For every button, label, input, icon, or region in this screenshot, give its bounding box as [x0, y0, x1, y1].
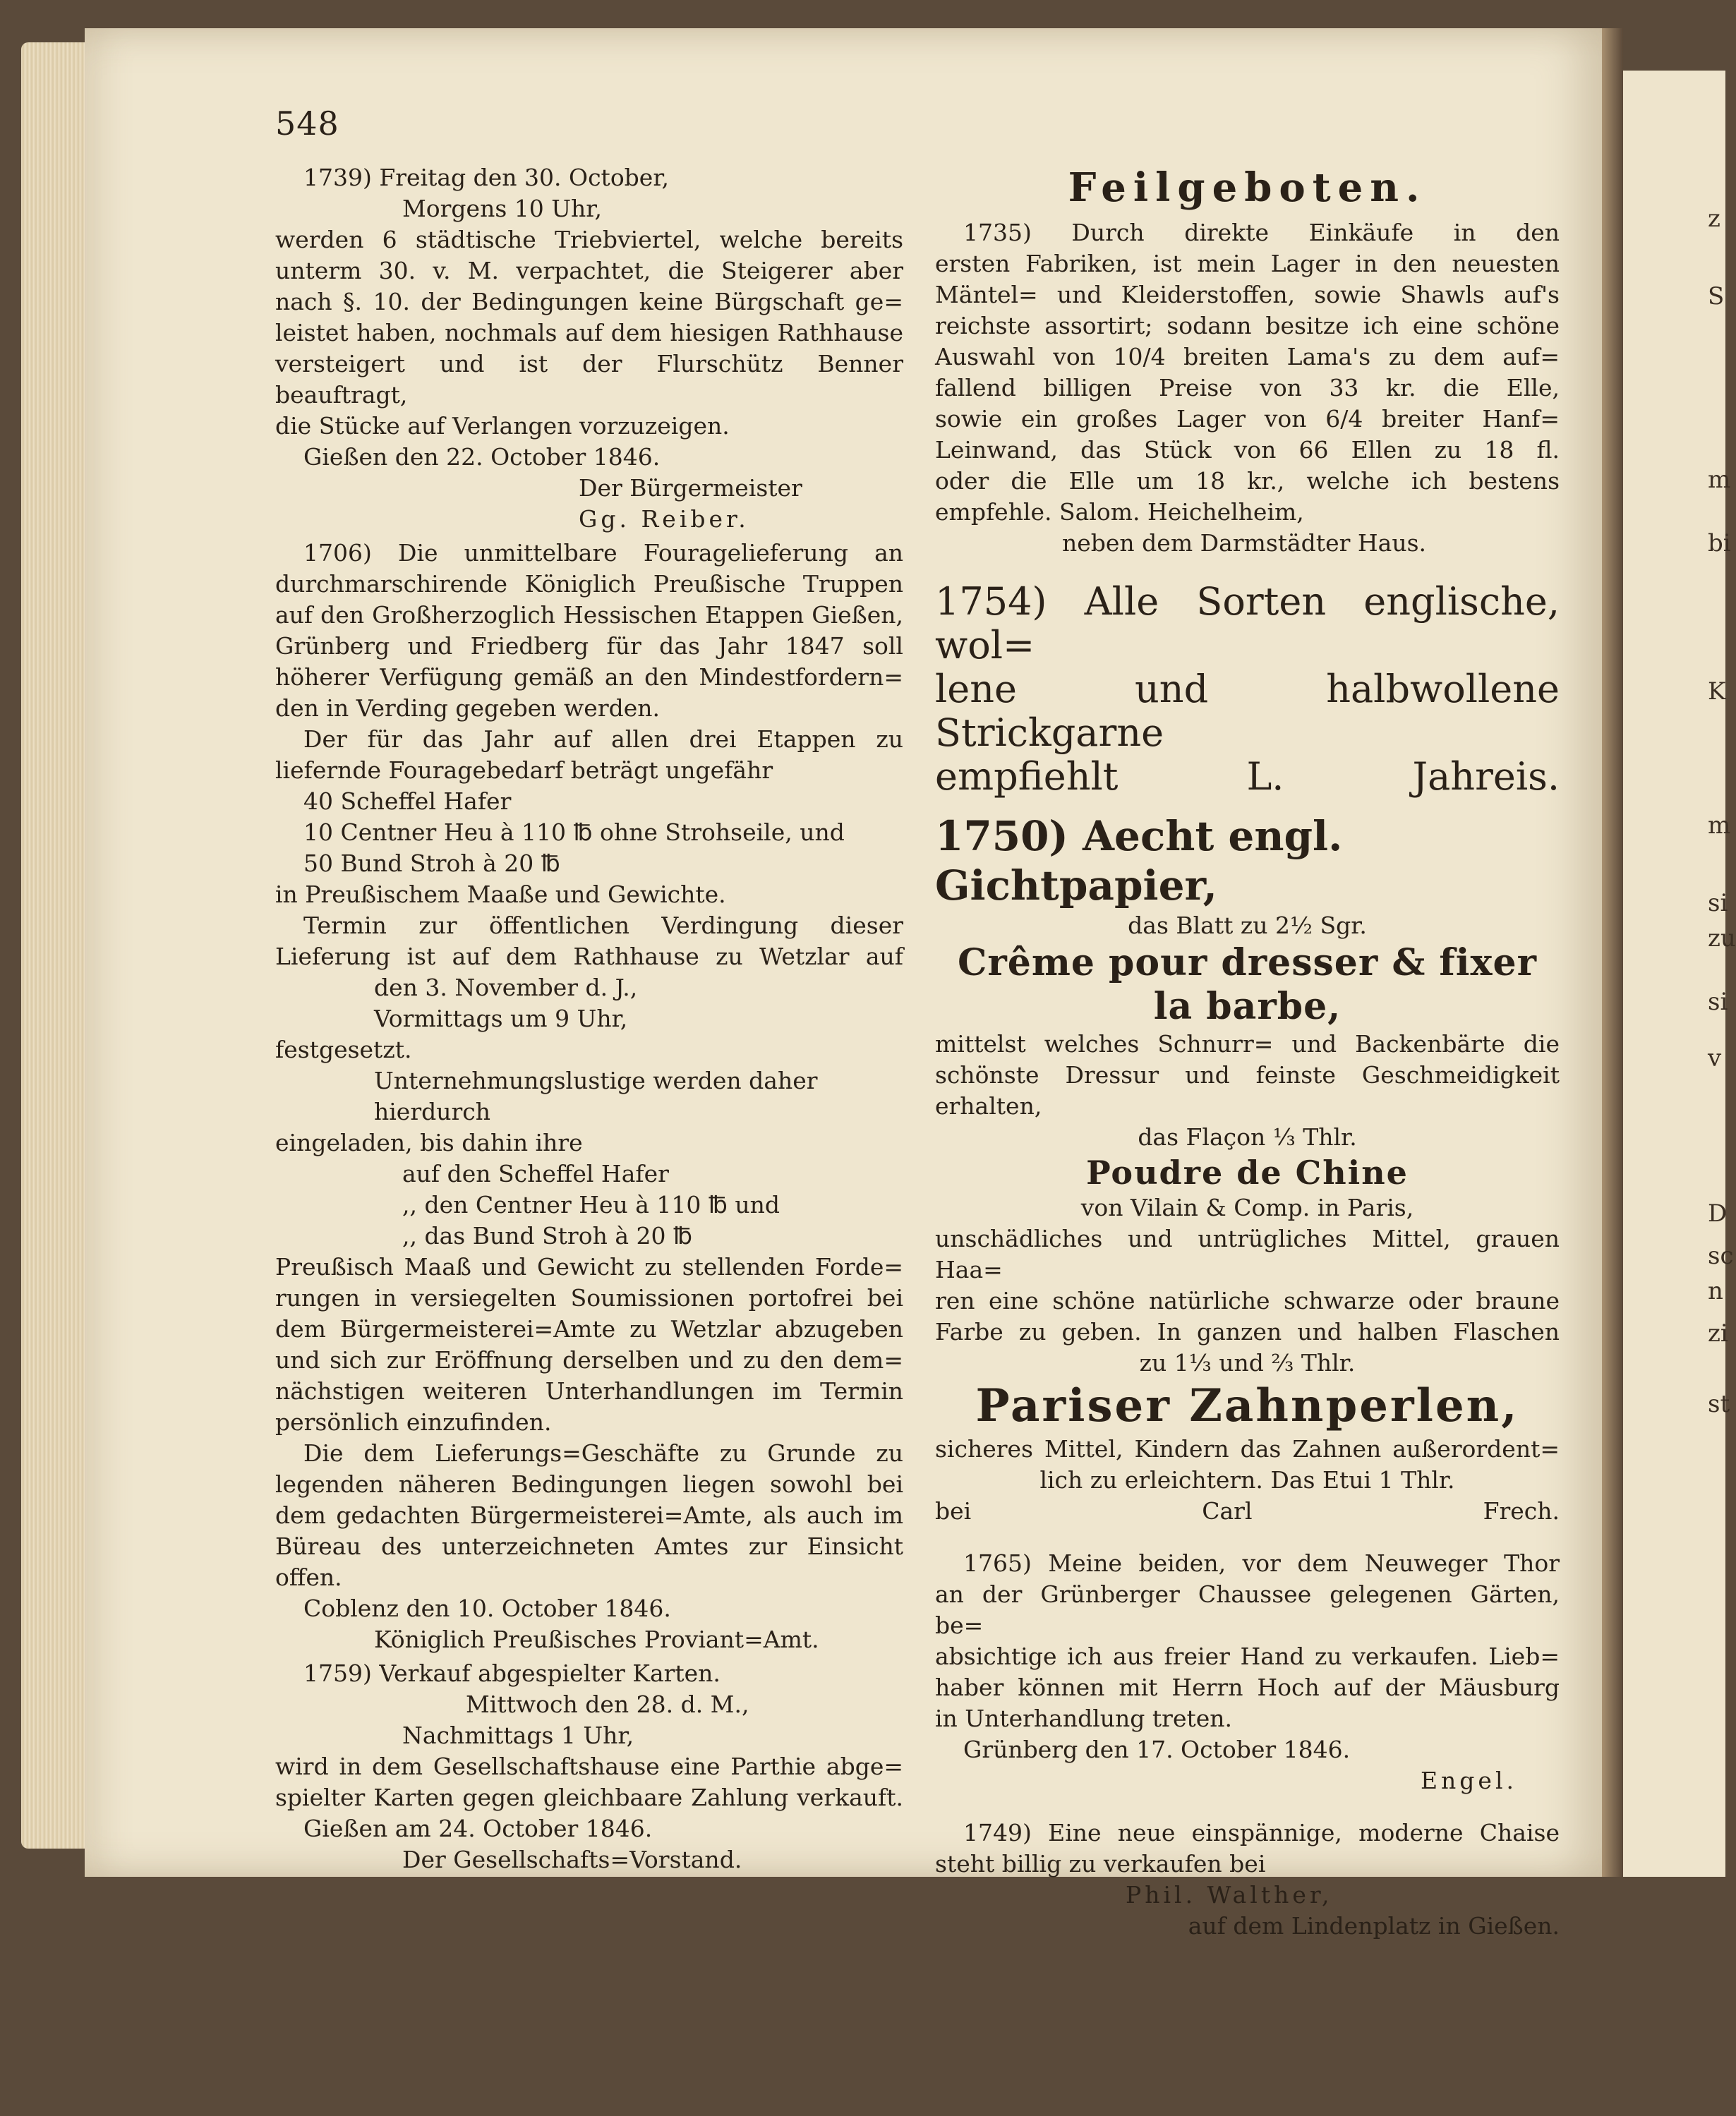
text-line: Nachmittags 1 Uhr, [402, 1722, 634, 1749]
right-column [935, 162, 1560, 1945]
text-line: durchmarschirende Königlich Preußische Truppen [275, 570, 903, 598]
text-line: ersten Fabriken, ist mein Lager in den neuesten [935, 250, 1560, 277]
advert-1735 [935, 217, 1560, 559]
text-line: persönlich einzufinden. [275, 1408, 552, 1436]
fragment: zu [1708, 924, 1736, 953]
fragment: si [1708, 889, 1728, 917]
text-line: legenden näheren Bedingungen liegen sowohl bei [275, 1470, 903, 1498]
text-line: lene und halbwollene Strickgarne [935, 667, 1560, 755]
signature: Gg. Reiber. [579, 505, 749, 533]
text-line: dem gedachten Bürgermeisterei=Amte, als auch im [275, 1501, 903, 1529]
text-line: 1754) Alle Sorten englische, wol= [935, 579, 1560, 667]
text-line: rungen in versiegelten Soumissionen portofrei bei [275, 1284, 903, 1312]
page-number: 548 [275, 104, 339, 143]
text-line: 1765) Meine beiden, vor dem Neuweger Thor [963, 1549, 1560, 1577]
text-line: haber können mit Herrn Hoch auf der Mäusburg [935, 1674, 1560, 1701]
product-title: Crême pour dresser & fixer [957, 941, 1538, 984]
text-line: den 3. November d. J., [374, 974, 638, 1001]
book-gutter [1602, 28, 1623, 1877]
text-line: sicheres Mittel, Kindern das Zahnen außerordent= [935, 1435, 1560, 1463]
text-line: steht billig zu verkaufen bei [935, 1850, 1266, 1878]
text-line: 10 Centner Heu à 110 ℔ ohne Strohseile, und [303, 818, 845, 846]
text-line: dem Bürgermeisterei=Amte zu Wetzlar abzugeben [275, 1315, 903, 1343]
fragment: v [1708, 1044, 1722, 1072]
text-line: Grünberg und Friedberg für das Jahr 1847 soll [275, 632, 903, 660]
text-line: den in Verding gegeben werden. [275, 694, 660, 722]
signature: Der Bürgermeister [579, 474, 802, 502]
text-line: Termin zur öffentlichen Verdingung dieser [303, 912, 903, 939]
signature: Der Gesellschafts=Vorstand. [402, 1846, 742, 1873]
text-line: werden 6 städtische Triebviertel, welche bereits [275, 226, 903, 253]
text-line: von Vilain & Comp. in Paris, [1080, 1194, 1414, 1221]
signature: Königlich Preußisches Proviant=Amt. [374, 1626, 819, 1653]
product-title: Pariser Zahnperlen, [975, 1379, 1519, 1432]
notice-1739 [275, 162, 903, 535]
text-line: leistet haben, nochmals auf dem hiesigen Rathhause [275, 319, 903, 346]
text-line: unterm 30. v. M. verpachtet, die Steigerer aber [275, 257, 903, 284]
text-line: und sich zur Eröffnung derselben und zu den dem= [275, 1346, 903, 1374]
text-line: Auswahl von 10/4 breiten Lama's zu dem auf= [935, 343, 1560, 370]
fragment: n [1708, 1277, 1723, 1305]
text-line: liefernde Fouragebedarf beträgt ungefähr [275, 756, 773, 784]
left-column [275, 162, 903, 1878]
text-line: Büreau des unterzeichneten Amtes zur Einsicht [275, 1532, 903, 1560]
text-line: Mittwoch den 28. d. M., [466, 1691, 749, 1718]
text-line: Farbe zu geben. In ganzen und halben Flaschen [935, 1318, 1560, 1346]
text-line: fallend billigen Preise von 33 kr. die Elle, [935, 374, 1560, 401]
product-title: la barbe, [1153, 985, 1342, 1028]
notice-1706 [275, 538, 903, 1655]
text-line: Gießen am 24. October 1846. [303, 1815, 653, 1842]
text-line: spielter Karten gegen gleichbaare Zahlung verkauft. [275, 1784, 903, 1811]
text-line: auf den Scheffel Hafer [402, 1160, 669, 1187]
text-line: Gießen den 22. October 1846. [303, 443, 661, 471]
text-line: festgesetzt. [275, 1036, 412, 1063]
product-title: Poudre de Chine [1086, 1154, 1409, 1192]
text-line: Preußisch Maaß und Gewicht zu stellenden Forde= [275, 1253, 903, 1281]
text-line: 1759) Verkauf abgespielter Karten. [303, 1659, 721, 1687]
text-line: offen. [275, 1564, 342, 1591]
fragment: m [1708, 811, 1731, 840]
text-line: das Flaçon ⅓ Thlr. [1138, 1123, 1357, 1151]
text-line: 1749) Eine neue einspännige, moderne Chaise [963, 1819, 1560, 1846]
text-line: unschädliches und untrügliches Mittel, grauen Haa= [935, 1225, 1560, 1283]
text-line: eingeladen, bis dahin ihre [275, 1129, 583, 1156]
text-line: das Blatt zu 2½ Sgr. [1128, 912, 1367, 939]
fragment: zi [1708, 1319, 1728, 1348]
advert-1750 [935, 811, 1560, 1527]
text-line: Grünberg den 17. October 1846. [963, 1736, 1351, 1763]
text-line: Leinwand, das Stück von 66 Ellen zu 18 fl. [935, 436, 1560, 464]
text-line: in Preußischem Maaße und Gewichte. [275, 881, 726, 908]
text-line: Mäntel= und Kleiderstoffen, sowie Shawls auf's [935, 281, 1560, 308]
product-title: 1750) Aecht engl. Gichtpapier, [935, 812, 1343, 909]
text-line: auf dem Lindenplatz in Gießen. [1188, 1912, 1560, 1940]
text-line: bei Carl Frech. [935, 1497, 1560, 1525]
text-line: schönste Dressur und feinste Geschmeidigkeit erhalten, [935, 1061, 1560, 1120]
text-line: ,, das Bund Stroh à 20 ℔ [402, 1222, 692, 1250]
fragment: bi [1708, 529, 1731, 557]
text-line: Vormittags um 9 Uhr, [374, 1005, 628, 1032]
text-line: 40 Scheffel Hafer [303, 787, 512, 815]
text-line: Lieferung ist auf dem Rathhause zu Wetzlar auf [275, 943, 903, 970]
text-line: ,, den Centner Heu à 110 ℔ und [402, 1191, 780, 1219]
text-line: lich zu erleichtern. Das Etui 1 Thlr. [1039, 1466, 1455, 1494]
fragment: si [1708, 988, 1728, 1016]
fragment: sc [1708, 1242, 1734, 1270]
text-line: Coblenz den 10. October 1846. [303, 1595, 671, 1622]
text-line: 1735) Durch direkte Einkäufe in den [963, 219, 1560, 246]
text-line: reichste assortirt; sodann besitze ich eine schöne [935, 312, 1560, 339]
advert-1749 [935, 1818, 1560, 1942]
fragment: z [1708, 205, 1720, 233]
text-line: auf den Großherzoglich Hessischen Etappen Gießen, [275, 601, 903, 629]
text-line: mittelst welches Schnurr= und Backenbärte die [935, 1030, 1560, 1058]
notice-1759 [275, 1658, 903, 1875]
adjacent-page-fragment [1623, 71, 1736, 1877]
text-line: die Stücke auf Verlangen vorzuzeigen. [275, 412, 730, 440]
text-line: empfehle. Salom. Heichelheim, [935, 498, 1304, 526]
text-line: höherer Verfügung gemäß an den Mindestfordern= [275, 663, 903, 691]
fragment: K [1708, 677, 1726, 706]
text-line: ren eine schöne natürliche schwarze oder braune [935, 1287, 1560, 1314]
text-line: zu 1⅓ und ⅔ Thlr. [1139, 1349, 1356, 1377]
text-line: 50 Bund Stroh à 20 ℔ [303, 850, 560, 877]
fragment: st [1708, 1390, 1730, 1418]
text-line: absichtige ich aus freier Hand zu verkaufen. Lieb= [935, 1643, 1560, 1670]
text-line: nächstigen weiteren Unterhandlungen im Termin [275, 1377, 903, 1405]
text-line: sowie ein großes Lager von 6/4 breiter Hanf= [935, 405, 1560, 433]
text-line: neben dem Darmstädter Haus. [1062, 529, 1426, 557]
text-line: Morgens 10 Uhr, [402, 195, 602, 222]
text-line: Unternehmungslustige werden daher hierdurch [374, 1067, 818, 1125]
text-line: Der für das Jahr auf allen drei Etappen zu [303, 725, 903, 753]
text-line: nach §. 10. der Bedingungen keine Bürgschaft ge= [275, 288, 903, 315]
signature: Phil. Walther, [1126, 1881, 1333, 1909]
text-line: empfiehlt L. Jahreis. [935, 754, 1560, 799]
fragment: S [1708, 282, 1725, 310]
fragment: m [1708, 466, 1731, 494]
advert-1754 [935, 580, 1560, 799]
fragment: D [1708, 1199, 1728, 1228]
advert-1765 [935, 1548, 1560, 1796]
text-line: an der Grünberger Chaussee gelegenen Gärten, be= [935, 1580, 1560, 1639]
text-line: oder die Elle um 18 kr., welche ich bestens [935, 467, 1560, 495]
signature: Engel. [1420, 1767, 1517, 1794]
text-line: versteigert und ist der Flurschütz Benner beauftragt, [275, 350, 903, 409]
text-line: in Unterhandlung treten. [935, 1705, 1233, 1732]
text-line: 1739) Freitag den 30. October, [303, 164, 669, 191]
section-heading: Feilgeboten. [1068, 164, 1427, 211]
text-line: Die dem Lieferungs=Geschäfte zu Grunde zu [303, 1439, 903, 1467]
text-line: 1706) Die unmittelbare Fouragelieferung an [303, 539, 903, 567]
text-line: wird in dem Gesellschaftshause eine Parthie abge= [275, 1753, 903, 1780]
